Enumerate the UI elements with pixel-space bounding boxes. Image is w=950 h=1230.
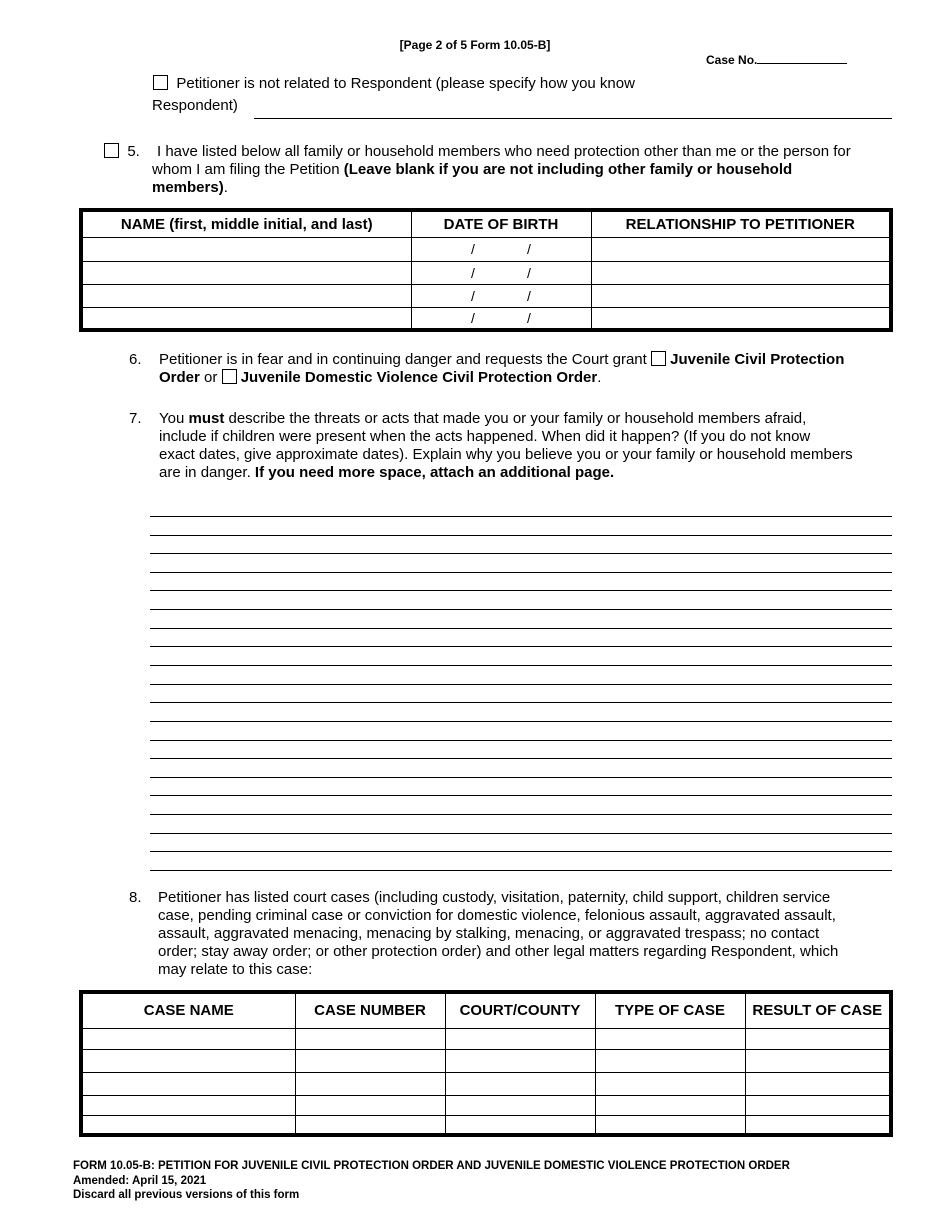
- juvenile-cpo-checkbox[interactable]: [651, 351, 666, 366]
- item5-line2-bold: (Leave blank if you are not including other family or household: [343, 161, 793, 178]
- item7-line3: exact dates, give approximate dates). Explain why you believe you or your family or household members: [159, 446, 853, 463]
- item5-line1: I have listed below all family or household members who need protection other than me or the person for: [157, 143, 851, 160]
- item8-line2: case, pending criminal case or conviction for domestic violence, felonious assault, aggravated assault,: [158, 907, 836, 924]
- item6-tail: .: [597, 369, 602, 386]
- not-related-text-line1: Petitioner is not related to Respondent (please specify how you know: [176, 75, 635, 92]
- court-cases-table: [79, 990, 893, 1137]
- page-label: [Page 2 of 5 Form 10.05-B]: [399, 38, 551, 52]
- cases-header-court-county: COURT/COUNTY: [445, 992, 595, 1028]
- ruled-line: [150, 814, 892, 815]
- case-name-cell[interactable]: [81, 1072, 295, 1095]
- item8-line5: may relate to this case:: [158, 961, 313, 978]
- item6-option2: Juvenile Domestic Violence Civil Protection Order: [240, 369, 598, 386]
- cases-table-header-row: [81, 992, 891, 1028]
- item5-line3-tail: .: [223, 179, 228, 196]
- ruled-line: [150, 684, 892, 685]
- ruled-line: [150, 740, 892, 741]
- ruled-line: [150, 702, 892, 703]
- ruled-line: [150, 628, 892, 629]
- case-result-cell[interactable]: [745, 1072, 891, 1095]
- item8-line3: assault, aggravated menacing, menacing by stalking, menacing, or aggravated trespass; no contact: [158, 925, 820, 942]
- case-type-cell[interactable]: [595, 1115, 745, 1135]
- ruled-line: [150, 572, 892, 573]
- case-number-cell[interactable]: [295, 1095, 445, 1115]
- family-table-row: [81, 237, 891, 261]
- family-members-table: [79, 208, 893, 332]
- footer-form-title: FORM 10.05-B: PETITION FOR JUVENILE CIVIL PROTECTION ORDER AND JUVENILE DOMESTIC VIOLENCE PROTECTION ORDER: [73, 1160, 790, 1172]
- case-result-cell[interactable]: [745, 1095, 891, 1115]
- case-number-cell[interactable]: [295, 1072, 445, 1095]
- ruled-line: [150, 516, 892, 517]
- case-number-cell[interactable]: [295, 1028, 445, 1049]
- family-table-header-row: [81, 210, 891, 237]
- ruled-line: [150, 833, 892, 834]
- item5-number: 5.: [127, 143, 140, 160]
- item5-line2: [152, 161, 792, 179]
- item6-option1-line1: Juvenile Civil Protection: [670, 351, 845, 368]
- family-header-dob: DATE OF BIRTH: [411, 210, 591, 237]
- court-county-cell[interactable]: [445, 1049, 595, 1072]
- ruled-line: [150, 777, 892, 778]
- ruled-line: [150, 665, 892, 666]
- family-relationship-cell[interactable]: [591, 261, 891, 284]
- ruled-line: [150, 721, 892, 722]
- case-name-cell[interactable]: [81, 1095, 295, 1115]
- item6-text: Petitioner is in fear and in continuing danger and requests the Court grant: [159, 351, 651, 368]
- case-result-cell[interactable]: [745, 1049, 891, 1072]
- not-related-checkbox[interactable]: [153, 75, 168, 90]
- family-name-cell[interactable]: [81, 237, 411, 261]
- family-dob-cell[interactable]: [411, 284, 591, 307]
- family-relationship-cell[interactable]: [591, 237, 891, 261]
- item7-line1-b: describe the threats or acts that made you or your family or household members afraid,: [224, 410, 807, 427]
- family-table-row: [81, 284, 891, 307]
- family-name-cell[interactable]: [81, 261, 411, 284]
- cases-table-row: [81, 1072, 891, 1095]
- item7-line4-plain: are in danger.: [159, 464, 255, 481]
- case-type-cell[interactable]: [595, 1072, 745, 1095]
- item5-line3: [152, 179, 228, 197]
- case-type-cell[interactable]: [595, 1095, 745, 1115]
- cases-header-result: RESULT OF CASE: [745, 992, 891, 1028]
- footer-discard: Discard all previous versions of this form: [73, 1189, 300, 1201]
- item7-line4-bold: If you need more space, attach an additional page.: [254, 464, 615, 481]
- ruled-line: [150, 535, 892, 536]
- cases-header-case-number: CASE NUMBER: [295, 992, 445, 1028]
- court-county-cell[interactable]: [445, 1095, 595, 1115]
- family-name-cell[interactable]: [81, 307, 411, 330]
- item7-line2: include if children were present when the acts happened. When did it happen? (If you do not know: [159, 428, 811, 445]
- court-county-cell[interactable]: [445, 1115, 595, 1135]
- case-type-cell[interactable]: [595, 1049, 745, 1072]
- family-dob-cell[interactable]: [411, 261, 591, 284]
- dob-separator: /: [471, 264, 475, 281]
- dob-separator: /: [471, 287, 475, 304]
- case-type-cell[interactable]: [595, 1028, 745, 1049]
- family-header-name: NAME (first, middle initial, and last): [81, 210, 411, 237]
- cases-table-row: [81, 1028, 891, 1049]
- ruled-line: [150, 590, 892, 591]
- item7-line1-bold: must: [188, 410, 225, 427]
- item5-checkbox-row: [104, 143, 140, 161]
- family-header-relationship: RELATIONSHIP TO PETITIONER: [591, 210, 891, 237]
- case-number-label: Case No.: [706, 53, 758, 67]
- case-number-input-line[interactable]: [757, 53, 847, 64]
- not-related-text-line2: Respondent): [152, 97, 238, 114]
- family-relationship-cell[interactable]: [591, 307, 891, 330]
- cases-table-row: [81, 1095, 891, 1115]
- item8-line1: Petitioner has listed court cases (including custody, visitation, paternity, child support, children service: [158, 889, 831, 906]
- case-number-cell[interactable]: [295, 1049, 445, 1072]
- case-result-cell[interactable]: [745, 1028, 891, 1049]
- not-related-specify-line[interactable]: [254, 118, 892, 119]
- item6-or: or: [199, 369, 222, 386]
- footer-amended: Amended: April 15, 2021: [73, 1174, 207, 1187]
- item6-option1-line2: Order: [159, 369, 200, 386]
- family-relationship-cell[interactable]: [591, 284, 891, 307]
- ruled-line: [150, 795, 892, 796]
- family-dob-cell[interactable]: [411, 307, 591, 330]
- ruled-line: [150, 758, 892, 759]
- item6-line2: [159, 369, 601, 387]
- item5-line2-plain: whom I am filing the Petition: [152, 161, 344, 178]
- juvenile-dv-cpo-checkbox[interactable]: [222, 369, 237, 384]
- item7-line4: [159, 464, 614, 482]
- dob-separator: /: [471, 241, 475, 257]
- dob-separator: /: [471, 309, 475, 326]
- dob-separator: /: [527, 309, 531, 326]
- cases-table-row: [81, 1049, 891, 1072]
- item7-line1-a: You: [159, 410, 189, 427]
- ruled-line: [150, 609, 892, 610]
- case-name-cell[interactable]: [81, 1115, 295, 1135]
- not-related-option: [153, 75, 893, 93]
- family-dob-cell[interactable]: [411, 237, 591, 261]
- cases-header-case-name: CASE NAME: [81, 992, 295, 1028]
- ruled-line: [150, 553, 892, 554]
- item7-number: 7.: [129, 410, 142, 427]
- case-name-cell[interactable]: [81, 1028, 295, 1049]
- cases-table-row: [81, 1115, 891, 1135]
- cases-header-type: TYPE OF CASE: [595, 992, 745, 1028]
- item7-line1: [159, 410, 806, 428]
- ruled-line: [150, 646, 892, 647]
- ruled-line: [150, 870, 892, 871]
- court-county-cell[interactable]: [445, 1072, 595, 1095]
- court-county-cell[interactable]: [445, 1028, 595, 1049]
- family-name-cell[interactable]: [81, 284, 411, 307]
- case-number-field: [706, 53, 847, 67]
- family-table-row: [81, 307, 891, 330]
- form-footer: [73, 1159, 790, 1203]
- dob-separator: /: [527, 241, 531, 257]
- case-result-cell[interactable]: [745, 1115, 891, 1135]
- item5-line3-bold: members): [152, 179, 224, 196]
- family-table-row: [81, 261, 891, 284]
- item6-number: 6.: [129, 351, 142, 368]
- dob-separator: /: [527, 287, 531, 304]
- case-name-cell[interactable]: [81, 1049, 295, 1072]
- item8-number: 8.: [129, 889, 142, 906]
- item8-line4: order; stay away order; or other protection order) and other legal matters regarding Respondent, which: [158, 943, 839, 960]
- item6-line1: [159, 351, 844, 369]
- item5-checkbox[interactable]: [104, 143, 119, 158]
- case-number-cell[interactable]: [295, 1115, 445, 1135]
- ruled-line: [150, 851, 892, 852]
- dob-separator: /: [527, 264, 531, 281]
